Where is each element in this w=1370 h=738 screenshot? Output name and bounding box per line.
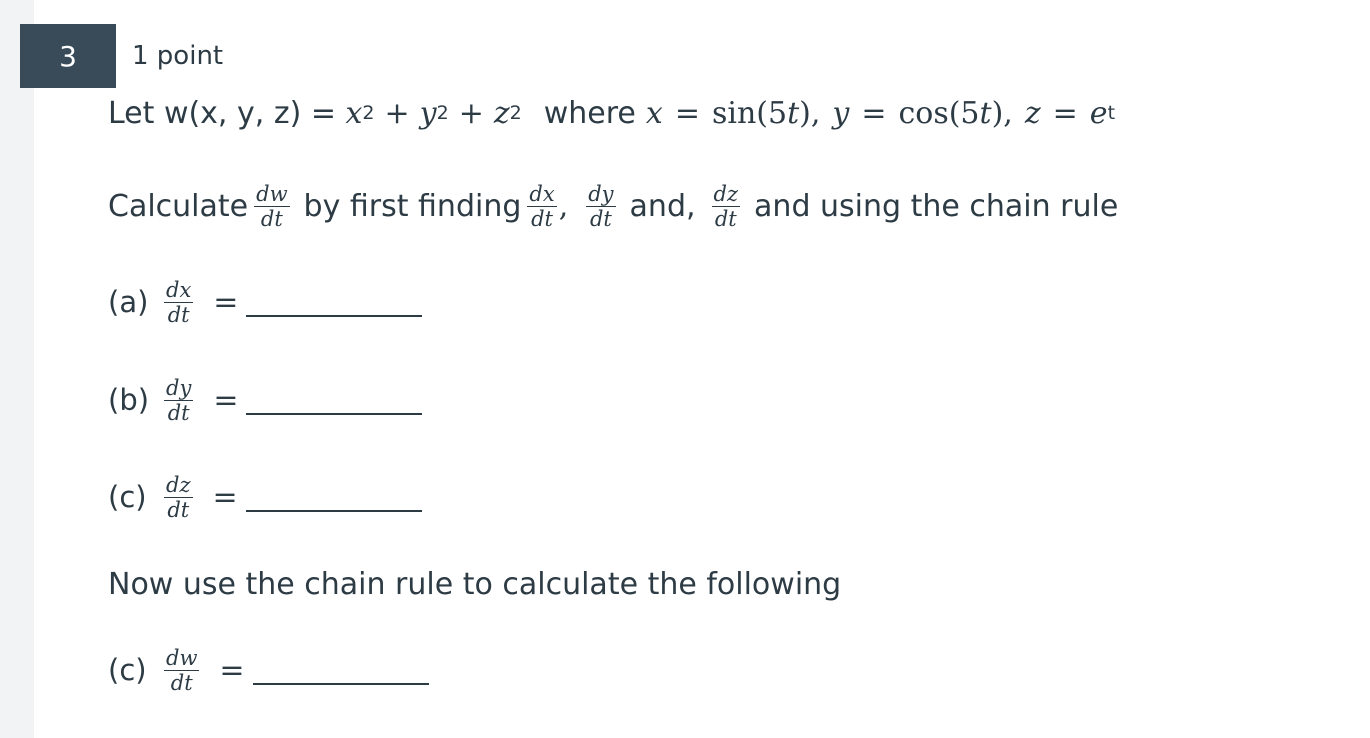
part-final-label: (c) xyxy=(108,653,147,687)
question-intro xyxy=(108,88,1115,138)
question-number: 3 xyxy=(59,39,77,73)
part-final-answer-blank[interactable] xyxy=(253,683,429,685)
now-text: Now use the chain rule to calculate the following xyxy=(108,566,842,602)
part-c-answer-blank[interactable] xyxy=(246,510,422,512)
question-points: 1 point xyxy=(132,41,224,71)
and-word: and, xyxy=(629,188,696,224)
part-b-label: (b) xyxy=(108,383,150,417)
part-final xyxy=(108,640,429,700)
math-y: y xyxy=(419,95,437,131)
part-a xyxy=(108,272,422,332)
part-b-answer-blank[interactable] xyxy=(246,413,422,415)
by-first-finding: by first finding xyxy=(303,188,522,224)
plus-2: + xyxy=(458,95,484,131)
cos-t: t xyxy=(979,95,992,131)
part-b xyxy=(108,370,422,430)
part-c xyxy=(108,467,422,527)
part-a-label: (a) xyxy=(108,285,149,319)
calculate-instruction xyxy=(108,176,1118,236)
plus-1: + xyxy=(384,95,410,131)
sin-func: sin(5 xyxy=(711,95,788,131)
exp-y: 2 xyxy=(436,102,449,124)
exp-power: t xyxy=(1107,102,1116,124)
cos-close: ), xyxy=(991,95,1013,131)
part-final-equals: = xyxy=(219,652,245,688)
part-a-fraction: $\frac{dx}{dt}$ xyxy=(166,277,192,327)
part-b-equals: = xyxy=(213,382,239,418)
left-margin-strip xyxy=(0,0,34,738)
exp-x: 2 xyxy=(362,102,375,124)
intro-prefix: Let w(x, y, z) = xyxy=(108,95,346,131)
question-number-badge xyxy=(20,24,116,88)
math-z: z xyxy=(493,95,510,131)
where-y: y xyxy=(832,95,850,131)
sin-t: t xyxy=(787,95,800,131)
part-final-fraction: $\frac{dw}{dt}$ xyxy=(166,645,198,695)
part-b-fraction: $\frac{dy}{dt}$ xyxy=(166,375,192,425)
part-a-equals: = xyxy=(213,284,239,320)
part-c-fraction: $\frac{dz}{dt}$ xyxy=(166,472,191,522)
math-x: x xyxy=(345,95,363,131)
comma: , xyxy=(558,188,569,224)
part-a-answer-blank[interactable] xyxy=(246,315,422,317)
eq-y: = xyxy=(861,95,887,131)
eq-x: = xyxy=(674,95,700,131)
calculate-word: Calculate xyxy=(108,188,249,224)
where-x: x xyxy=(645,95,663,131)
exp-z: 2 xyxy=(509,102,522,124)
frac-dy-dt: $\frac{dy}{dt}$ xyxy=(588,181,614,231)
where-z: z xyxy=(1024,95,1041,131)
sin-close: ), xyxy=(799,95,821,131)
exp-base: e xyxy=(1089,95,1108,131)
chain-rule-tail: and using the chain rule xyxy=(754,188,1119,224)
now-instruction xyxy=(108,562,841,606)
part-c-label: (c) xyxy=(108,480,147,514)
part-c-equals: = xyxy=(212,479,238,515)
cos-func: cos(5 xyxy=(898,95,980,131)
eq-z: = xyxy=(1052,95,1078,131)
frac-dz-dt: $\frac{dz}{dt}$ xyxy=(713,181,739,231)
frac-dw-dt: $\frac{dw}{dt}$ xyxy=(256,181,288,231)
frac-dx-dt: $\frac{dx}{dt}$ xyxy=(529,181,555,231)
where-word: where xyxy=(543,95,636,131)
